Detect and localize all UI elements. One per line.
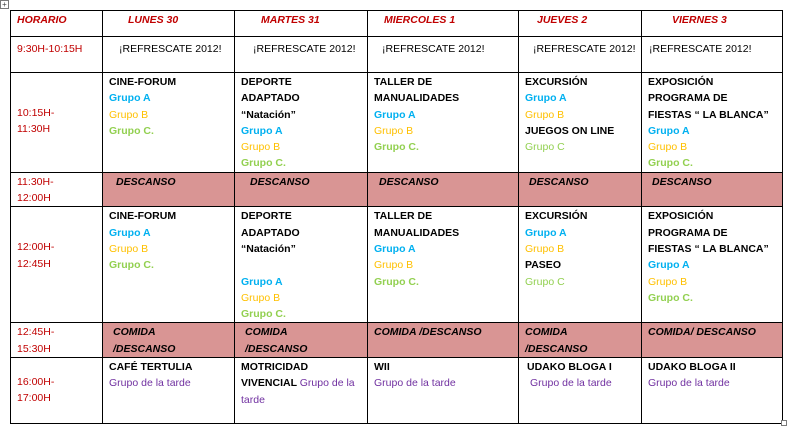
activity-cell: TALLER DE MANUALIDADES Grupo A Grupo B Grupo C. — [368, 207, 519, 323]
break-cell: DESCANSO — [519, 172, 642, 207]
activity-cell: WII Grupo de la tarde — [368, 358, 519, 424]
header-horario: HORARIO — [11, 11, 103, 37]
activity-cell: MOTRICIDAD VIVENCIAL Grupo de la tarde — [235, 358, 368, 424]
time-row-3 — [11, 172, 783, 207]
lunch-cell: COMIDA /DESCANSO — [103, 323, 235, 358]
time-row-2 — [11, 73, 783, 173]
lunch-cell: COMIDA /DESCANSO — [235, 323, 368, 358]
activity-cell: DEPORTE ADAPTADO “Natación” Grupo A Grupo B Grupo C. — [235, 73, 368, 173]
break-cell: DESCANSO — [235, 172, 368, 207]
activity-cell: ¡REFRESCATE 2012! — [235, 37, 368, 73]
header-day-friday: VIERNES 3 — [642, 11, 783, 37]
break-cell: DESCANSO — [103, 172, 235, 207]
time-slot: 11:30H- 12:00H — [11, 172, 103, 207]
activity-cell: CAFÉ TERTULIA Grupo de la tarde — [103, 358, 235, 424]
activity-cell: ¡REFRESCATE 2012! — [103, 37, 235, 73]
time-row-1 — [11, 37, 783, 73]
activity-cell: EXCURSIÓN Grupo A Grupo B JUEGOS ON LINE Grupo C — [519, 73, 642, 173]
activity-cell: CINE-FORUM Grupo A Grupo B Grupo C. — [103, 207, 235, 323]
activity-cell: EXCURSIÓN Grupo A Grupo B PASEO Grupo C — [519, 207, 642, 323]
activity-cell: TALLER DE MANUALIDADES Grupo A Grupo B Grupo C. — [368, 73, 519, 173]
time-slot: 12:00H- 12:45H — [11, 207, 103, 323]
header-day-tuesday: MARTES 31 — [235, 11, 368, 37]
header-day-thursday: JUEVES 2 — [519, 11, 642, 37]
lunch-cell: COMIDA /DESCANSO — [519, 323, 642, 358]
time-slot: 12:45H- 15:30H — [11, 323, 103, 358]
time-row-6 — [11, 358, 783, 424]
activity-cell: ¡REFRESCATE 2012! — [519, 37, 642, 73]
table-move-handle-icon[interactable]: + — [0, 0, 9, 9]
activity-cell: UDAKO BLOGA I Grupo de la tarde — [519, 358, 642, 424]
time-slot: 10:15H- 11:30H — [11, 73, 103, 173]
activity-cell: EXPOSICIÓN PROGRAMA DE FIESTAS “ LA BLANCA” Grupo A Grupo B Grupo C. — [642, 207, 783, 323]
time-slot: 16:00H- 17:00H — [11, 358, 103, 424]
time-slot: 9:30H-10:15H — [11, 37, 103, 73]
time-row-5 — [11, 323, 783, 358]
lunch-cell: COMIDA /DESCANSO — [368, 323, 519, 358]
activity-cell: DEPORTE ADAPTADO “Natación” Grupo A Grupo B Grupo C. — [235, 207, 368, 323]
activity-cell: ¡REFRESCATE 2012! — [642, 37, 783, 73]
time-row-4 — [11, 207, 783, 323]
header-day-monday: LUNES 30 — [103, 11, 235, 37]
header-day-wednesday: MIERCOLES 1 — [368, 11, 519, 37]
lunch-cell: COMIDA/ DESCANSO — [642, 323, 783, 358]
schedule-table — [10, 10, 783, 424]
activity-cell: UDAKO BLOGA II Grupo de la tarde — [642, 358, 783, 424]
table-resize-handle-icon[interactable] — [781, 420, 787, 426]
activity-cell: ¡REFRESCATE 2012! — [368, 37, 519, 73]
header-row — [11, 11, 783, 37]
activity-cell: CINE-FORUM Grupo A Grupo B Grupo C. — [103, 73, 235, 173]
break-cell: DESCANSO — [642, 172, 783, 207]
activity-cell: EXPOSICIÓN PROGRAMA DE FIESTAS “ LA BLANCA” Grupo A Grupo B Grupo C. — [642, 73, 783, 173]
break-cell: DESCANSO — [368, 172, 519, 207]
